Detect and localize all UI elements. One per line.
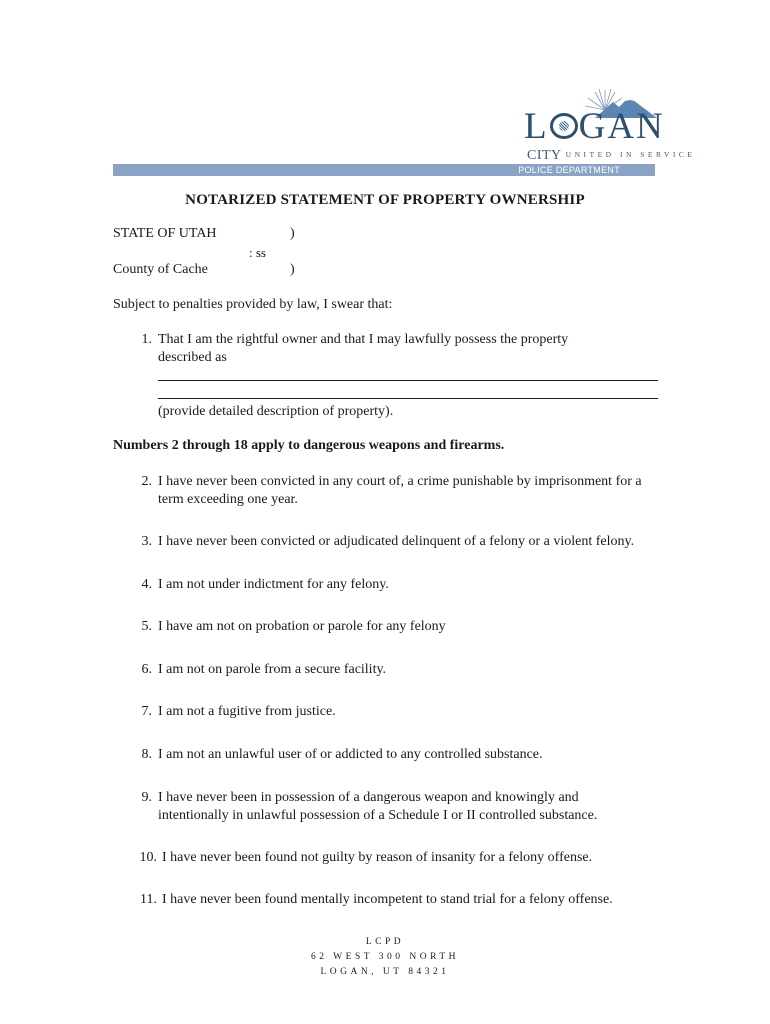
list-item-number: 9. bbox=[141, 790, 152, 805]
list-item-text: I have never been found mentally incompetent to stand trial for a felony offense. bbox=[162, 892, 613, 907]
list-item-number: 6. bbox=[141, 662, 152, 677]
list-item-text: I am not under indictment for any felony. bbox=[158, 577, 389, 592]
property-description-line-1[interactable] bbox=[158, 380, 658, 381]
police-department-banner bbox=[113, 164, 655, 176]
venue-paren-2: ) bbox=[290, 262, 295, 277]
list-item-number: 2. bbox=[141, 474, 152, 489]
venue-paren-1: ) bbox=[290, 226, 295, 241]
logo-city: CITY bbox=[527, 148, 562, 163]
list-item-number: 7. bbox=[141, 704, 152, 719]
list-item-number: 5. bbox=[141, 619, 152, 634]
logo-wordmark bbox=[524, 108, 665, 145]
police-department-label: POLICE DEPARTMENT bbox=[518, 165, 620, 175]
footer-city: LOGAN, UT 84321 bbox=[320, 967, 450, 977]
list-item-number: 4. bbox=[141, 577, 152, 592]
list-item-text: I am not on parole from a secure facility. bbox=[158, 662, 387, 677]
list-item-text: I have am not on probation or parole for any felony bbox=[158, 619, 446, 634]
list-item-text: I am not an unlawful user of or addicted to any controlled substance. bbox=[158, 747, 543, 762]
list-item-text: I have never been convicted or adjudicated delinquent of a felony or a violent felony. bbox=[158, 534, 635, 549]
section-heading: Numbers 2 through 18 apply to dangerous weapons and firearms. bbox=[113, 438, 505, 453]
item-1-text: That I am the rightful owner and that I may lawfully possess the property described as bbox=[158, 332, 569, 365]
footer-org: LCPD bbox=[365, 937, 405, 947]
footer-street: 62 WEST 300 NORTH bbox=[310, 952, 460, 962]
list-item-number: 8. bbox=[141, 747, 152, 762]
venue-ss: : ss bbox=[249, 245, 266, 260]
list-item-number: 3. bbox=[141, 534, 152, 549]
document-title: NOTARIZED STATEMENT OF PROPERTY OWNERSHIP bbox=[185, 192, 585, 208]
logo-subtitle bbox=[527, 148, 695, 164]
list-item-text: I have never been in possession of a dangerous weapon and knowingly and intentionally in unlawful possession of a Schedule I or II controlled substance. bbox=[158, 790, 598, 823]
list-item-text: I am not a fugitive from justice. bbox=[158, 704, 336, 719]
logo-tagline: UNITED IN SERVICE bbox=[565, 150, 696, 159]
venue-county: County of Cache bbox=[113, 262, 208, 277]
property-description-note: (provide detailed description of property). bbox=[158, 404, 394, 419]
logo-seal-icon bbox=[550, 113, 578, 139]
list-item-text: I have never been convicted in any court of, a crime punishable by imprisonment for a term exceeding one year. bbox=[158, 474, 642, 507]
venue-state: STATE OF UTAH bbox=[113, 226, 217, 241]
property-description-line-2[interactable] bbox=[158, 398, 658, 399]
item-1-number: 1. bbox=[141, 332, 152, 347]
logo-letter-l: L bbox=[524, 106, 549, 147]
list-item-text: I have never been found not guilty by reason of insanity for a felony offense. bbox=[162, 850, 593, 865]
intro-statement: Subject to penalties provided by law, I swear that: bbox=[113, 297, 393, 312]
list-item-number: 11. bbox=[140, 892, 157, 907]
logo-letters-gan: GAN bbox=[578, 106, 665, 147]
list-item-number: 10. bbox=[139, 850, 157, 865]
